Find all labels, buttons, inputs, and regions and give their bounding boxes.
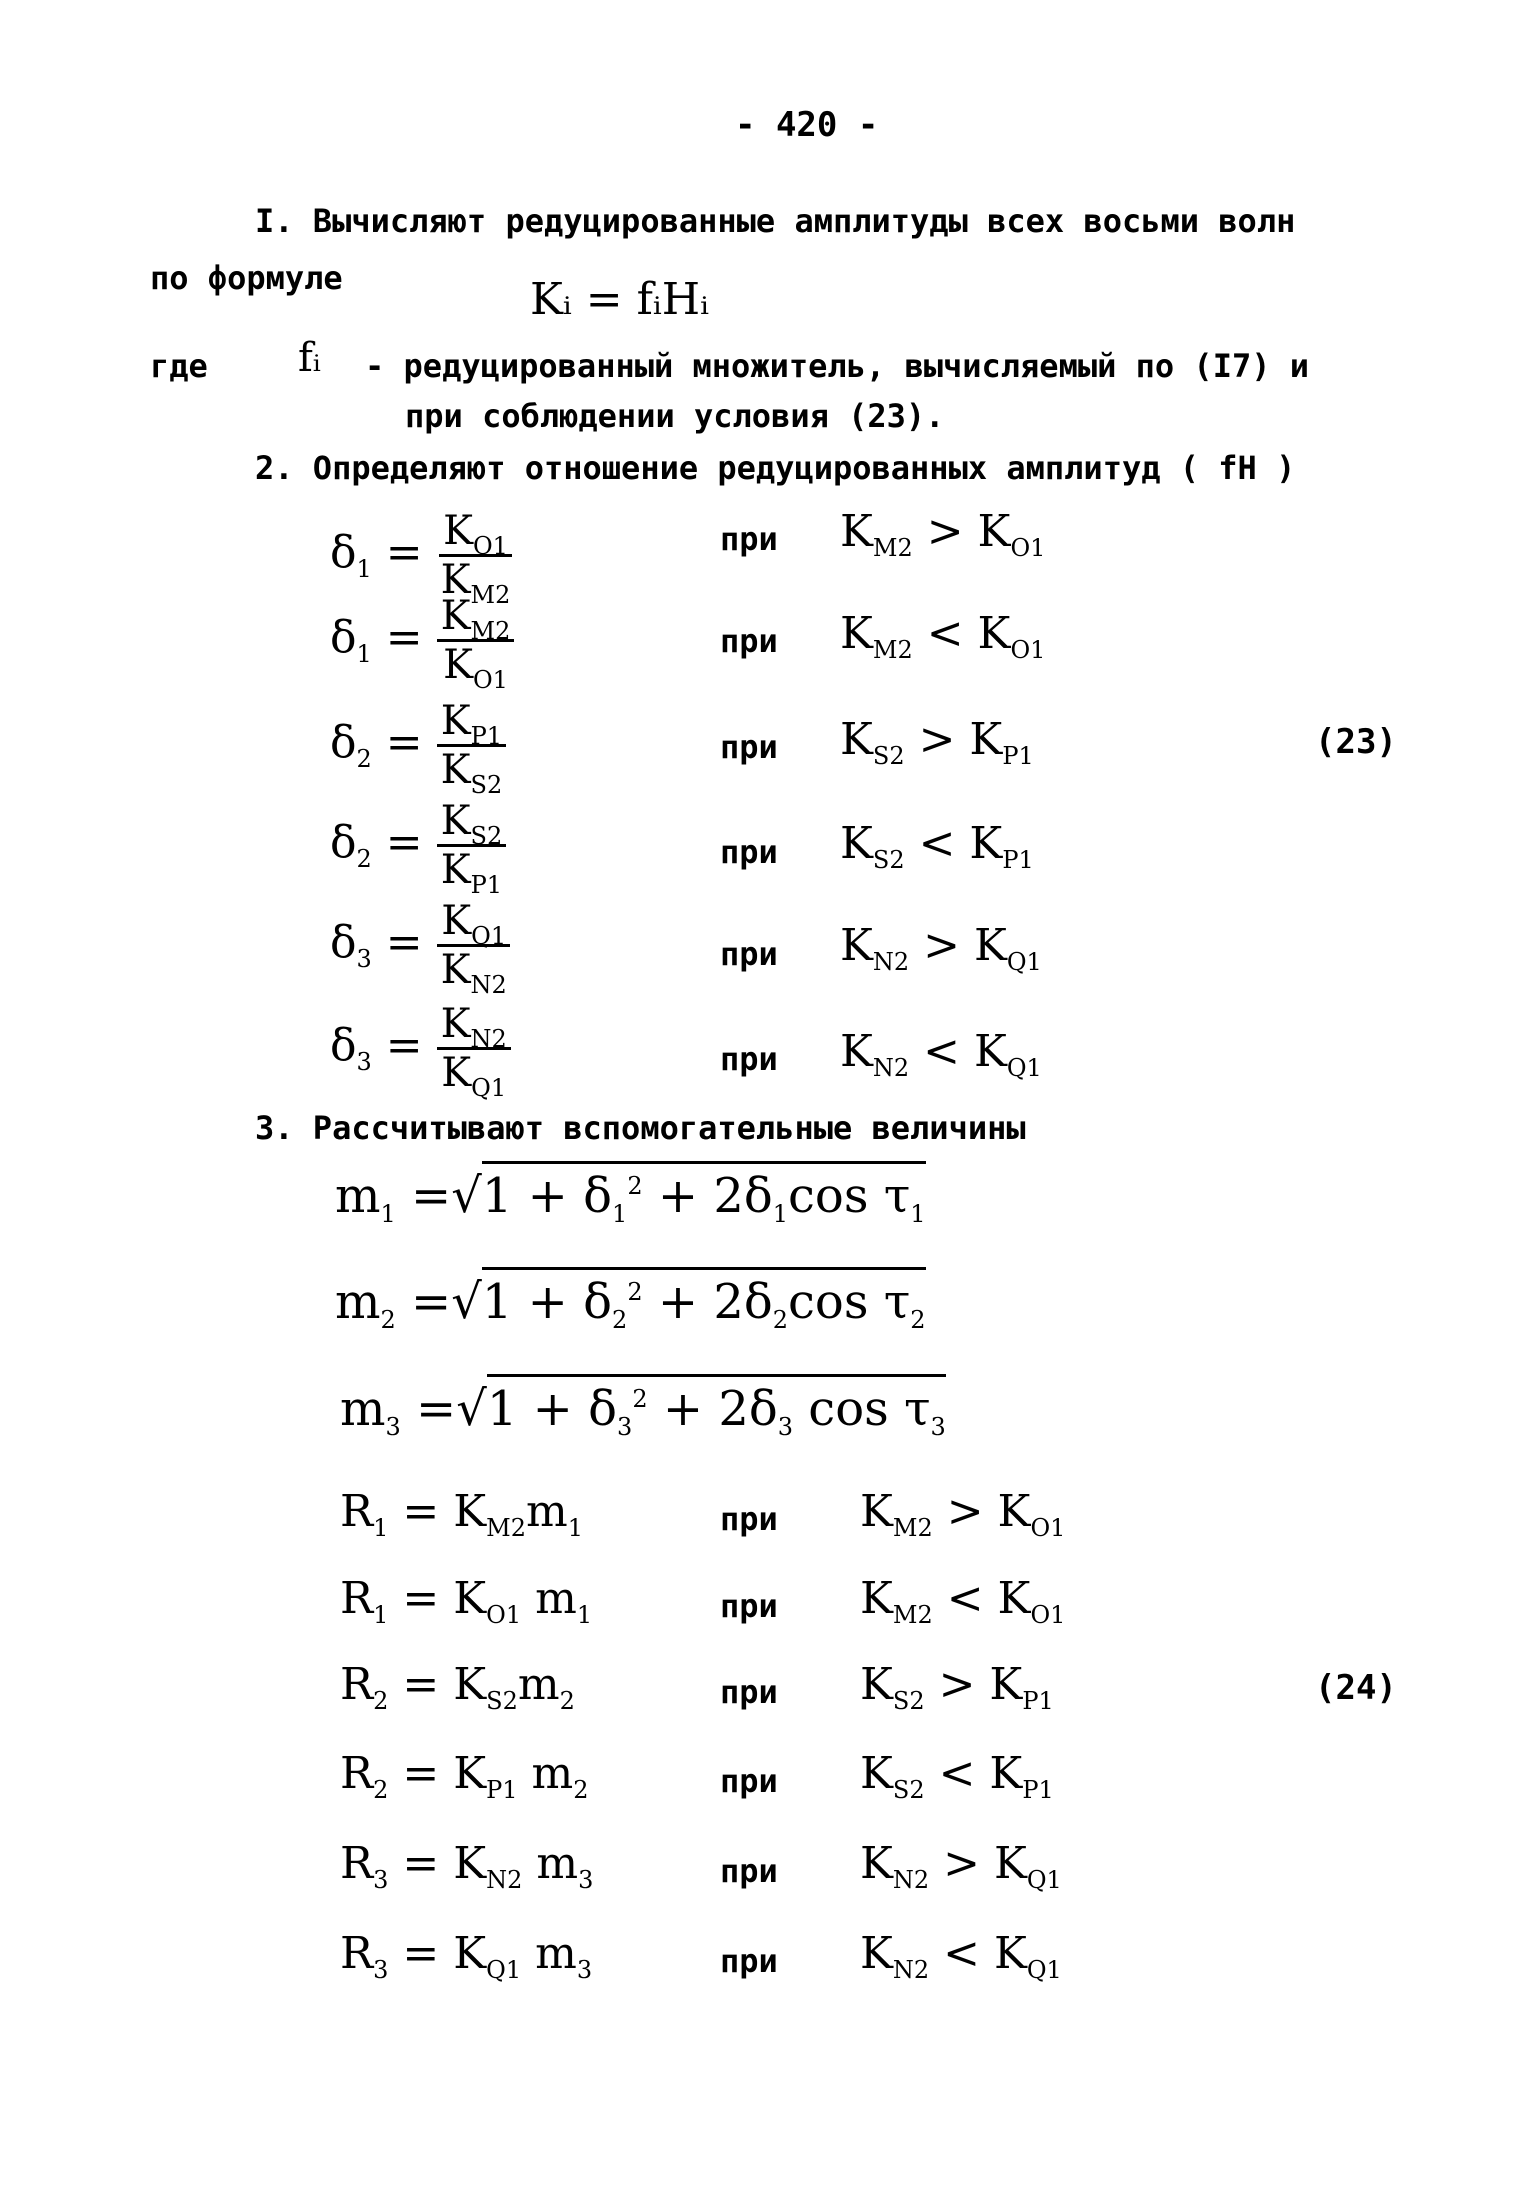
r-row-4-lhs: $R_2 = K_{P1}$ $m_2$ [340, 1748, 589, 1804]
delta-row-6-cond: $K_{N2} < K_{Q1}$ [840, 1026, 1042, 1082]
delta-row-1-cond: $K_{M2} > K_{O1}$ [840, 506, 1046, 562]
item1-line2: по формуле [150, 259, 343, 297]
r-row-3-cond: $K_{S2} > K_{P1}$ [860, 1659, 1054, 1715]
m2-formula: $m_2 =√1 + \delta_2^2 + 2\delta_2\cos$ $\tau_2$ [335, 1278, 926, 1326]
delta-row-3-cond: $K_{S2} > K_{P1}$ [840, 714, 1034, 770]
where-label: где [150, 347, 208, 385]
where-text-2: при соблюдении условия (23). [405, 397, 945, 435]
r-row-1-cond: $K_{M2} > K_{O1}$ [860, 1486, 1066, 1542]
delta-row-2-cond: $K_{M2} < K_{O1}$ [840, 608, 1046, 664]
r-row-2-cond: $K_{M2} < K_{O1}$ [860, 1573, 1066, 1629]
r-row-5-pri: при [720, 1852, 778, 1890]
delta-row-4-lhs: $\delta_2$ = $\frac{K_{S2}}{K_{P1}}$ [330, 800, 506, 891]
equation-number-24: (24) [1315, 1668, 1397, 1708]
delta-row-5-pri: при [720, 935, 778, 973]
formula-k-equals-fh: Kᵢ = fᵢHᵢ [530, 274, 709, 325]
delta-row-5-frac: $\frac{K_{Q1}}{K_{N2}}$ [437, 900, 511, 991]
delta-row-6-pri: при [720, 1040, 778, 1078]
m3-formula: $m_3 =√1 + \delta_3^2 + 2\delta_3$ $\cos \tau_3$ [340, 1385, 946, 1433]
r-row-4-cond: $K_{S2} < K_{P1}$ [860, 1748, 1054, 1804]
delta-row-5-lhs: $\delta_3$ = $\frac{K_{Q1}}{K_{N2}}$ [330, 900, 511, 991]
m1-formula: $m_1 =√1 + \delta_1^2 + 2\delta_1\cos$ $\tau_1$ [335, 1172, 926, 1220]
delta-row-4-cond: $K_{S2} < K_{P1}$ [840, 818, 1034, 874]
delta-row-5-cond: $K_{N2} > K_{Q1}$ [840, 920, 1042, 976]
r-row-5-cond: $K_{N2} > K_{Q1}$ [860, 1838, 1062, 1894]
delta-row-6-lhs: $\delta_3$ = $\frac{K_{N2}}{K_{Q1}}$ [330, 1003, 511, 1094]
r-row-1-pri: при [720, 1500, 778, 1538]
delta-row-4-pri: при [720, 833, 778, 871]
equation-number-23: (23) [1315, 722, 1397, 762]
item3-line: 3. Рассчитывают вспомогательные величины [255, 1109, 1026, 1147]
r-row-3-lhs: $R_2 = K_{S2}m_2$ [340, 1659, 575, 1715]
r-row-6-lhs: $R_3 = K_{Q1}$ $m_3$ [340, 1928, 593, 1984]
item2-line: 2. Определяют отношение редуцированных амплитуд ( fH ) [255, 449, 1296, 487]
delta-row-2-lhs: $\delta_1$ = $\frac{K_{M2}}{K_{O1}}$ [330, 595, 514, 686]
r-row-3-pri: при [720, 1673, 778, 1711]
delta-row-3-pri: при [720, 728, 778, 766]
r-row-6-cond: $K_{N2} < K_{Q1}$ [860, 1928, 1062, 1984]
delta-row-1-lhs: $\delta_1$ = $\frac{K_{O1}}{K_{M2}}$ [330, 510, 514, 601]
item1-line1: I. Вычисляют редуцированные амплитуды всех восьми волн [255, 202, 1296, 240]
where-symbol: fᵢ [298, 335, 321, 381]
delta-row-3-frac: $\frac{K_{P1}}{K_{S2}}$ [437, 700, 507, 791]
r-row-4-pri: при [720, 1762, 778, 1800]
r-row-2-lhs: $R_1 = K_{O1}$ $m_1$ [340, 1573, 593, 1629]
delta-row-3-lhs: $\delta_2$ = $\frac{K_{P1}}{K_{S2}}$ [330, 700, 506, 791]
page-number: - 420 - [735, 105, 879, 145]
delta-row-1-pri: при [720, 520, 778, 558]
delta-row-2-pri: при [720, 622, 778, 660]
delta-row-4-frac: $\frac{K_{S2}}{K_{P1}}$ [437, 800, 507, 891]
delta-row-1-frac: $\frac{K_{O1}}{K_{M2}}$ [440, 508, 511, 609]
r-row-1-lhs: $R_1 = K_{M2}m_1$ [340, 1486, 583, 1542]
where-text-1: - редуцированный множитель, вычисляемый по (I7) и [365, 347, 1310, 385]
delta-row-2-frac: $\frac{K_{M2}}{K_{O1}}$ [437, 595, 515, 686]
delta-row-6-frac: $\frac{K_{N2}}{K_{Q1}}$ [437, 1003, 511, 1094]
r-row-2-pri: при [720, 1587, 778, 1625]
r-row-6-pri: при [720, 1942, 778, 1980]
r-row-5-lhs: $R_3 = K_{N2}$ $m_3$ [340, 1838, 594, 1894]
